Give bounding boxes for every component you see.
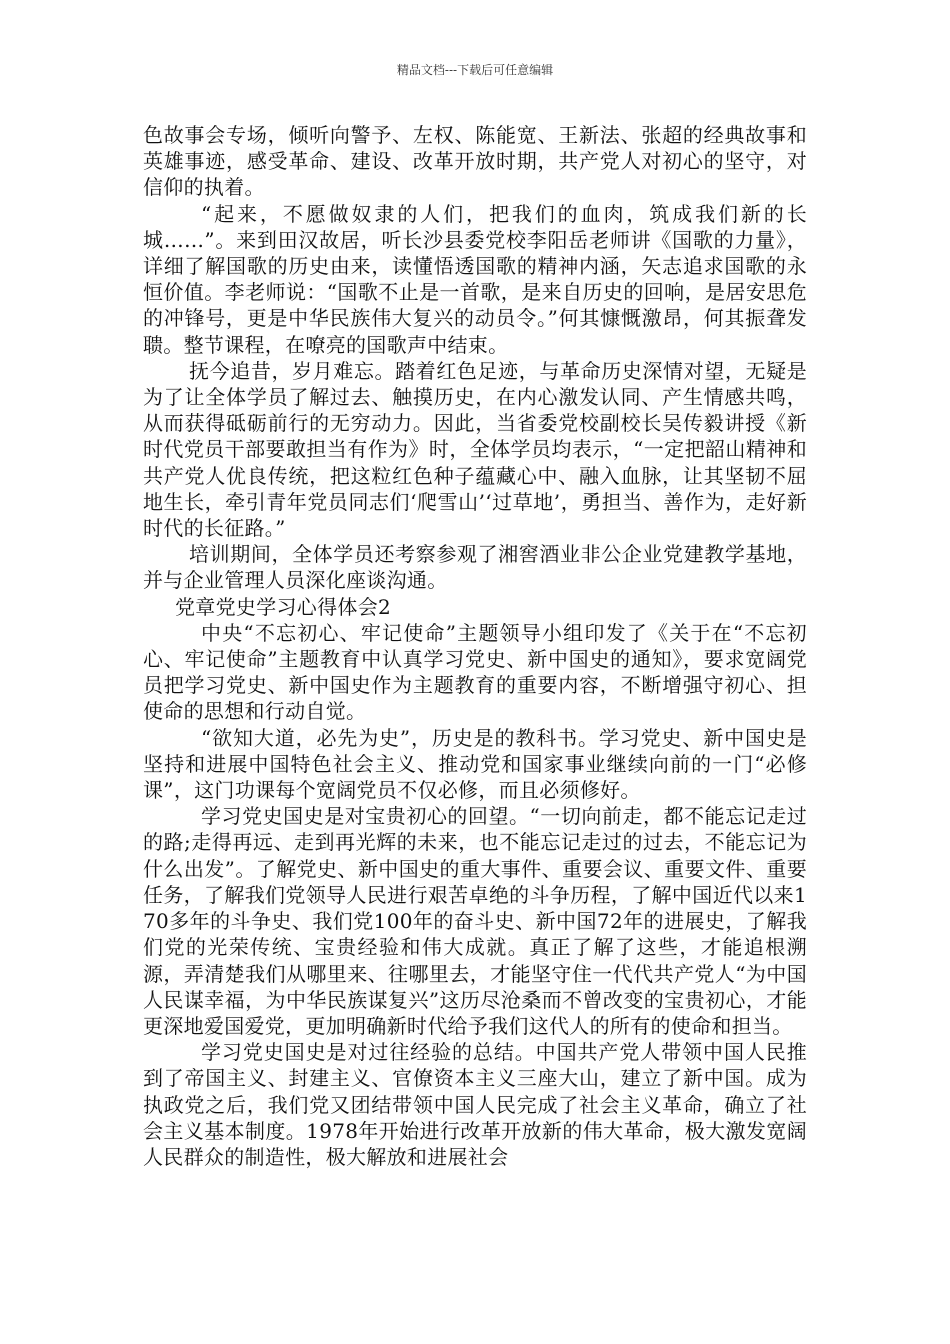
page-header: 精品文档---下载后可任意编辑 — [396, 63, 554, 77]
paragraph-2: “起来，不愿做奴隶的人们，把我们的血肉，筑成我们新的长城……”。来到田汉故居，听长沙县委党校李阳岳老师讲《国歌的力量》，详细了解国歌的历史由来，读懂悟透国歌的精神内涵，矢志追求国歌的永恒价值。李老师说：“国歌不止是一首歌，是来自历史的回响，是居安思危的冲锋号，更是中华民族伟大复兴的动员令。”何其慷慨激昂，何其振聋发聩。整节课程，在嘹亮的国歌声中结束。 — [143, 201, 807, 357]
paragraph-7: 学习党史国史是对宝贵初心的回望。“一切向前走，都不能忘记走过的路;走得再远、走到再光辉的未来，也不能忘记走过的过去，不能忘记为什么出发”。了解党史、新中国史的重大事件、重要会议、重要文件、重要任务，了解我们党领导人民进行艰苦卓绝的斗争历程，了解中国近代以来170多年的斗争史、我们党100年的奋斗史、新中国72年的进展史，了解我们党的光荣传统、宝贵经验和伟大成就。真正了解了这些，才能追根溯源，弄清楚我们从哪里来、往哪里去，才能坚守住一代代共产党人“为中国人民谋幸福，为中华民族谋复兴”这历尽沧桑而不曾改变的宝贵初心，才能更深地爱国爱党，更加明确新时代给予我们这代人的所有的使命和担当。 — [143, 804, 807, 1038]
section-heading: 党章党史学习心得体会2 — [175, 594, 392, 619]
paragraph-4: 培训期间，全体学员还考察参观了湘窖酒业非公企业党建教学基地，并与企业管理人员深化座谈沟通。 — [143, 542, 807, 593]
paragraph-8: 学习党史国史是对过往经验的总结。中国共产党人带领中国人民推到了帝国主义、封建主义、官僚资本主义三座大山，建立了新中国。成为执政党之后，我们党又团结带领中国人民完成了社会主义革命，确立了社会主义基本制度。1978年开始进行改革开放新的伟大革命，极大激发宽阔人民群众的制造性，极大解放和进展社会 — [143, 1040, 807, 1169]
paragraph-1: 色故事会专场，倾听向警予、左权、陈能宽、王新法、张超的经典故事和英雄事迹，感受革命、建设、改革开放时期，共产党人对初心的坚守，对信仰的执着。 — [143, 123, 807, 200]
paragraph-5: 中央“不忘初心、牢记使命”主题领导小组印发了《关于在“不忘初心、牢记使命”主题教育中认真学习党史、新中国史的通知》，要求宽阔党员把学习党史、新中国史作为主题教育的重要内容，不断增强守初心、担使命的思想和行动自觉。 — [143, 620, 807, 724]
paragraph-6: “欲知大道，必先为史”，历史是的教科书。学习党史、新中国史是坚持和进展中国特色社会主义、推动党和国家事业继续向前的一门“必修课”，这门功课每个宽阔党员不仅必修，而且必须修好。 — [143, 725, 807, 803]
paragraph-3: 抚今追昔，岁月难忘。踏着红色足迹，与革命历史深情对望，无疑是为了让全体学员了解过去、触摸历史，在内心激发认同、产生情感共鸣，从而获得砥砺前行的无穷动力。因此，当省委党校副校长吴传毅讲授《新时代党员干部要敢担当有作为》时，全体学员均表示，“一定把韶山精神和共产党人优良传统，把这粒红色种子蕴藏心中、融入血脉，让其坚韧不屈地生长，牵引青年党员同志们‘爬雪山’‘过草地’，勇担当、善作为，走好新时代的长征路。” — [143, 358, 807, 541]
document-body — [143, 122, 807, 1170]
